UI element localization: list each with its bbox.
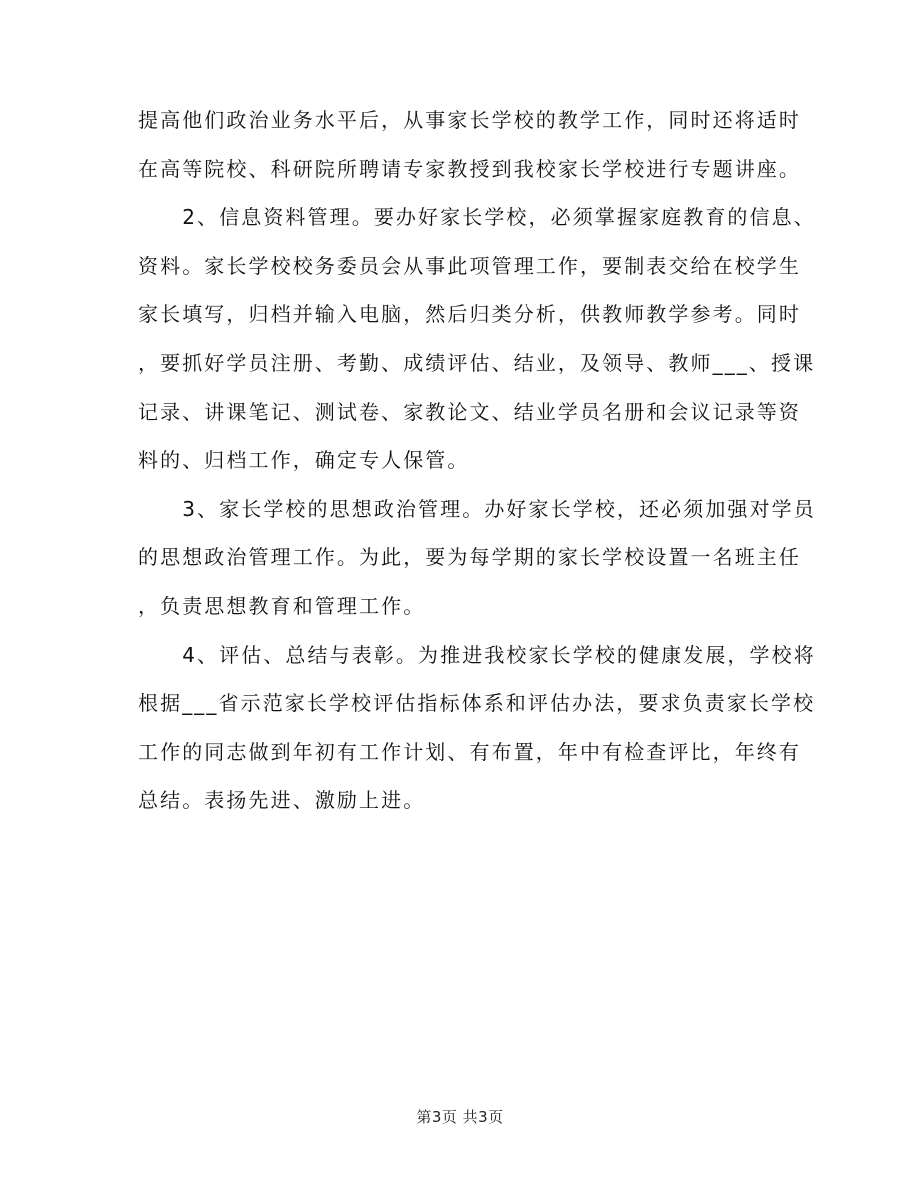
text-line: ，负责思想教育和管理工作。: [138, 593, 426, 618]
text-line: 的思想政治管理工作。为此，要为每学期的家长学校设置一名班主任: [138, 545, 801, 570]
text-line: 根据___省示范家长学校评估指标体系和评估办法，要求负责家长学校: [138, 691, 816, 716]
text-line: 3、家长学校的思想政治管理。办好家长学校，还必须加强对学员: [138, 496, 816, 521]
text-line: 4、评估、总结与表彰。为推进我校家长学校的健康发展，学校将: [138, 642, 816, 667]
document-body: [138, 96, 816, 825]
text-line: 在高等院校、科研院所聘请专家教授到我校家长学校进行专题讲座。: [138, 156, 801, 181]
text-line: 资料。家长学校校务委员会从事此项管理工作，要制表交给在校学生: [138, 253, 801, 278]
text-line: 总结。表扬先进、激励上进。: [138, 788, 426, 813]
text-line: 家长填写，归档并输入电脑，然后归类分析，供教师教学参考。同时: [138, 302, 801, 327]
text-line: 记录、讲课笔记、测试卷、家教论文、结业学员名册和会议记录等资: [138, 399, 801, 424]
text-line: ，要抓好学员注册、考勤、成绩评估、结业，及领导、教师___、授课: [138, 350, 816, 375]
text-line: 提高他们政治业务水平后，从事家长学校的教学工作，同时还将适时: [138, 108, 801, 132]
text-line: 料的、归档工作，确定专人保管。: [138, 448, 470, 473]
text-line: 2、信息资料管理。要办好家长学校，必须掌握家庭教育的信息、: [138, 205, 816, 230]
text-line: 工作的同志做到年初有工作计划、有布置，年中有检查评比，年终有: [138, 739, 801, 764]
page-number-footer: 第3页 共3页: [416, 1108, 504, 1126]
